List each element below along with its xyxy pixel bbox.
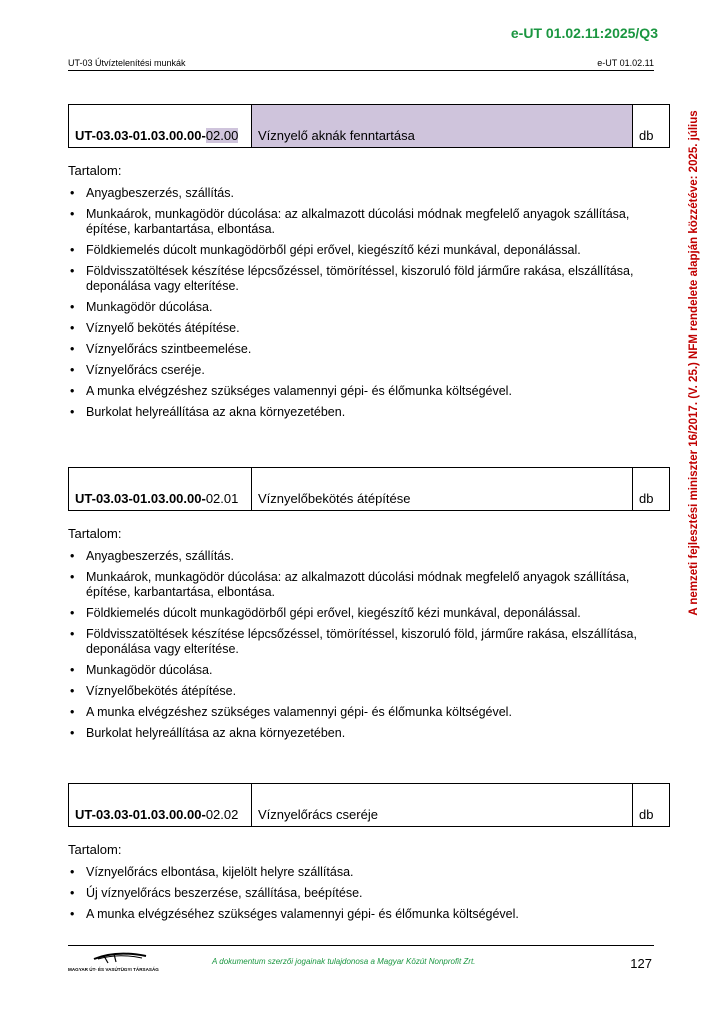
footer-divider: [68, 945, 654, 946]
code-suffix: 02.01: [205, 491, 239, 506]
item-title: Víznyelőbekötés átépítése: [252, 468, 633, 511]
item-title: Víznyelő aknák fenntartása: [252, 105, 633, 148]
item-code: UT-03.03-01.03.00.00-02.02: [69, 784, 252, 827]
code-suffix: 02.00: [205, 128, 239, 143]
list-item: • A munka elvégzéséhez szükséges valamennyi gépi- és élőmunka költségével.: [68, 907, 670, 922]
item-code-table: [68, 104, 670, 148]
list-item: • Víznyelőrács szintbeemelése.: [68, 342, 670, 357]
document-code: e-UT 01.02.11:2025/Q3: [510, 25, 658, 41]
content-label: Tartalom:: [68, 842, 122, 857]
list-item: • Új víznyelőrács beszerzése, szállítása, beépítése.: [68, 886, 670, 901]
list-item: • Munkagödör dúcolása.: [68, 663, 670, 678]
list-item: • Munkaárok, munkagödör dúcolása: az alkalmazott dúcolási módnak megfelelő anyagok szállítása, építése, karbantartása, elbontása.: [68, 207, 670, 237]
list-item: • Burkolat helyreállítása az akna környezetében.: [68, 405, 670, 420]
list-item: • A munka elvégzéshez szükséges valamennyi gépi- és élőmunka költségével.: [68, 384, 670, 399]
list-item: • Víznyelőrács elbontása, kijelölt helyre szállítása.: [68, 865, 670, 880]
item-code-table: [68, 783, 670, 827]
society-logo: [68, 950, 160, 974]
content-list: [68, 549, 670, 741]
section-0200: [68, 104, 670, 426]
item-code: UT-03.03-01.03.00.00-02.00: [69, 105, 252, 148]
list-item: • Munkaárok, munkagödör dúcolása: az alkalmazott dúcolási módnak megfelelő anyagok szállítása, építése, karbantartása, elbontása.: [68, 570, 670, 600]
list-item: • Földvisszatöltések készítése lépcsőzéssel, tömörítéssel, kiszoruló föld járműre rakása, elszállítása, deponálása vagy elterítése.: [68, 264, 670, 294]
publication-sidebar: [686, 97, 702, 629]
list-item: • Anyagbeszerzés, szállítás.: [68, 186, 670, 201]
item-unit: db: [633, 468, 670, 511]
list-item: • Anyagbeszerzés, szállítás.: [68, 549, 670, 564]
header-doc-ref: e-UT 01.02.11: [597, 58, 654, 68]
publication-note: A nemzeti fejlesztési miniszter 16/2017. (V. 25.) NFM rendelete alapján közzétéve: 2025. július: [688, 110, 700, 616]
list-item: • Burkolat helyreállítása az akna környezetében.: [68, 726, 670, 741]
content-list: [68, 186, 670, 420]
list-item: • Víznyelő bekötés átépítése.: [68, 321, 670, 336]
list-item: • Víznyelőrács cseréje.: [68, 363, 670, 378]
item-unit: db: [633, 784, 670, 827]
item-code: UT-03.03-01.03.00.00-02.01: [69, 468, 252, 511]
section-0202: [68, 783, 670, 928]
item-unit: db: [633, 105, 670, 148]
list-item: • Víznyelőbekötés átépítése.: [68, 684, 670, 699]
list-item: • Munkagödör dúcolása.: [68, 300, 670, 315]
list-item: • Földkiemelés dúcolt munkagödörből gépi erővel, kiegészítő kézi munkával, deponálással.: [68, 243, 670, 258]
page-number: 127: [630, 956, 652, 971]
section-0201: [68, 467, 670, 747]
logo-text: MAGYAR ÚT- ÉS VASÚTÜGYI TÁRSASÁG: [68, 967, 159, 972]
content-label: Tartalom:: [68, 526, 122, 541]
copyright-note: A dokumentum szerzői jogainak tulajdonosa a Magyar Közút Nonprofit Zrt.: [212, 957, 476, 966]
code-suffix: 02.02: [205, 807, 239, 822]
content-label: Tartalom:: [68, 163, 122, 178]
list-item: • Földkiemelés dúcolt munkagödörből gépi erővel, kiegészítő kézi munkával, deponálással.: [68, 606, 670, 621]
header-chapter: UT-03 Útvíztelenítési munkák: [68, 58, 186, 68]
item-code-table: [68, 467, 670, 511]
list-item: • A munka elvégzéshez szükséges valamennyi gépi- és élőmunka költségével.: [68, 705, 670, 720]
content-list: [68, 865, 670, 922]
item-title: Víznyelőrács cseréje: [252, 784, 633, 827]
running-header: [68, 58, 654, 71]
list-item: • Földvisszatöltések készítése lépcsőzéssel, tömörítéssel, kiszoruló föld, járműre rakása, elszállítása, deponálása vagy elterítése.: [68, 627, 670, 657]
